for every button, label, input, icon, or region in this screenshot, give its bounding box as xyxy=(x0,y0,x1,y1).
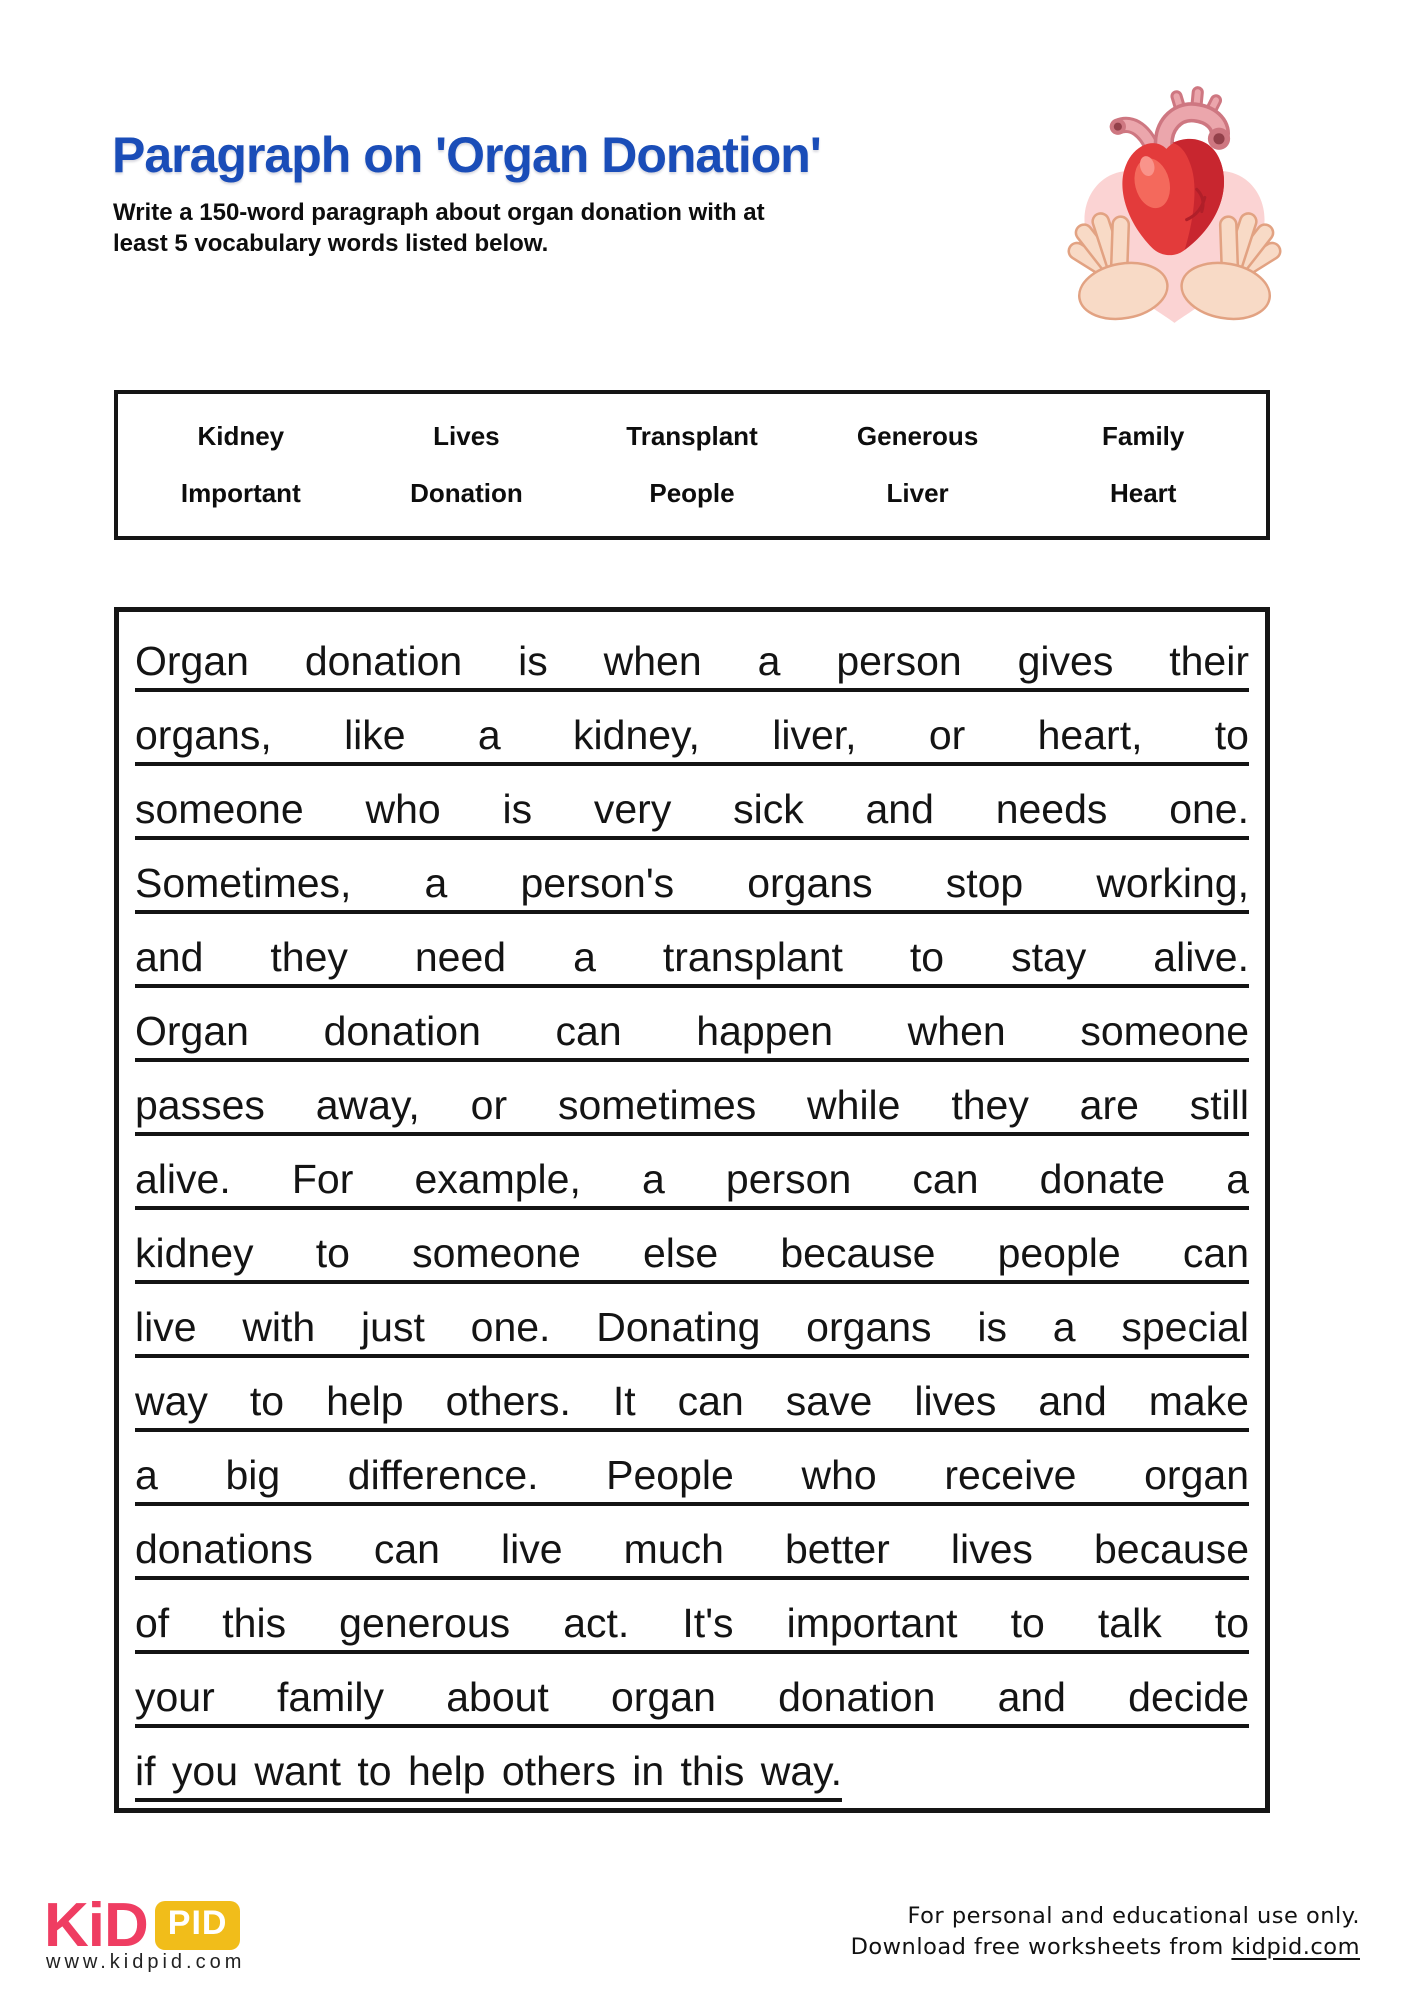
paragraph-line: Organ donation can happen when someone xyxy=(135,1008,1249,1054)
vocab-word: Generous xyxy=(856,421,979,451)
vocab-word: Lives xyxy=(433,421,500,451)
paragraph-line: donations can live much better lives because xyxy=(135,1526,1249,1572)
vocab-word: Family xyxy=(1102,421,1185,451)
usage-note-line2 xyxy=(851,1932,1360,1963)
vocab-word: Donation xyxy=(410,478,523,508)
usage-note xyxy=(851,1901,1360,1963)
paragraph-line: of this generous act. It's important to talk to xyxy=(135,1600,1249,1646)
download-text: Download free worksheets from xyxy=(850,1934,1232,1960)
logo-kid-text: KiD xyxy=(44,1891,148,1960)
page-title: Paragraph on 'Organ Donation' xyxy=(112,127,821,183)
paragraph-line: Organ donation is when a person gives their xyxy=(135,638,1249,684)
hands-holding-heart-icon xyxy=(1032,70,1317,338)
vocab-word: Liver xyxy=(886,478,949,508)
kidpid-link[interactable]: kidpid.com xyxy=(1231,1934,1360,1960)
paragraph-line: someone who is very sick and needs one. xyxy=(135,786,1249,832)
website-url: www.kidpid.com xyxy=(46,1951,246,1973)
paragraph-line: passes away, or sometimes while they are still xyxy=(135,1082,1249,1128)
vocab-word: Kidney xyxy=(197,421,285,451)
vocab-word: Heart xyxy=(1109,478,1177,508)
paragraph-box xyxy=(114,607,1270,1813)
instructions-line2: least 5 vocabulary words listed below. xyxy=(113,230,549,257)
paragraph-line: if you want to help others in this way. xyxy=(135,1748,842,1794)
paragraph-line: Sometimes, a person's organs stop working, xyxy=(135,860,1249,906)
vocabulary-box xyxy=(114,390,1270,540)
paragraph-line: a big difference. People who receive organ xyxy=(135,1452,1249,1498)
instructions-line1: Write a 150-word paragraph about organ donation with at xyxy=(113,199,765,226)
instructions-text xyxy=(113,197,765,259)
paragraph-line: kidney to someone else because people can xyxy=(135,1230,1249,1276)
vocab-word: People xyxy=(649,478,735,508)
paragraph-line: your family about organ donation and decide xyxy=(135,1674,1249,1720)
paragraph-line: alive. For example, a person can donate a xyxy=(135,1156,1249,1202)
paragraph-line: and they need a transplant to stay alive. xyxy=(135,934,1249,980)
usage-note-line1: For personal and educational use only. xyxy=(907,1903,1360,1929)
logo-pid-badge: PID xyxy=(155,1901,241,1950)
vocab-word: Transplant xyxy=(626,421,758,451)
paragraph-line: organs, like a kidney, liver, or heart, to xyxy=(135,712,1249,758)
vocab-word: Important xyxy=(180,478,301,508)
paragraph-line: live with just one. Donating organs is a special xyxy=(135,1304,1249,1350)
paragraph-line: way to help others. It can save lives and make xyxy=(135,1378,1249,1424)
